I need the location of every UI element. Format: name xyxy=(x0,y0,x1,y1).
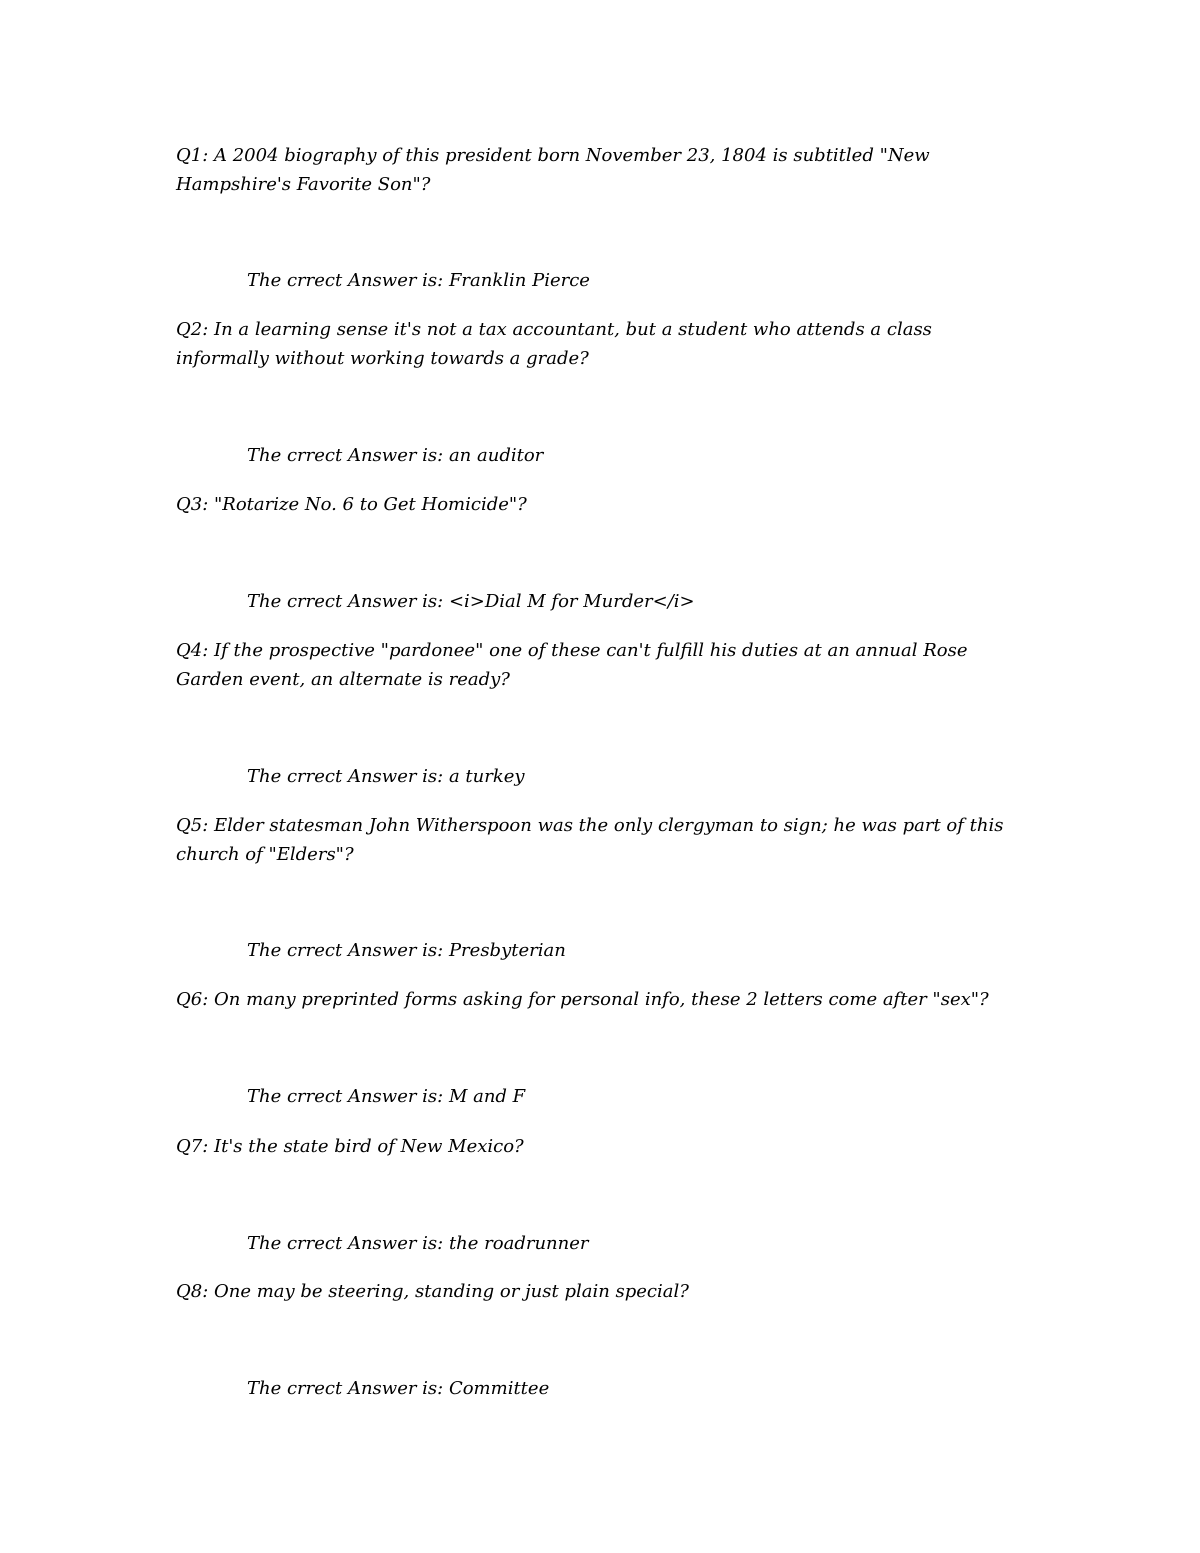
question-3: Q3: "Rotarize No. 6 to Get Homicide"? xyxy=(176,494,527,515)
answer-8: The crrect Answer is: Committee xyxy=(247,1378,550,1399)
question-4: Q4: If the prospective "pardonee" one of these can't fulfill his duties at an annual Rose Garden event, an alternate is ready? xyxy=(176,640,968,690)
question-2: Q2: In a learning sense it's not a tax accountant, but a student who attends a class informally without working towards a grade? xyxy=(176,319,932,369)
answer-7: The crrect Answer is: the roadrunner xyxy=(247,1233,589,1254)
question-7: Q7: It's the state bird of New Mexico? xyxy=(176,1136,524,1157)
question-8: Q8: One may be steering, standing or just plain special? xyxy=(176,1281,689,1302)
answer-6: The crrect Answer is: M and F xyxy=(247,1086,526,1107)
question-1: Q1: A 2004 biography of this president born November 23, 1804 is subtitled "New Hampshire's Favorite Son"? xyxy=(176,145,930,195)
question-6: Q6: On many preprinted forms asking for personal info, these 2 letters come after "sex"? xyxy=(176,989,989,1010)
question-5: Q5: Elder statesman John Witherspoon was the only clergyman to sign; he was part of this church of "Elders"? xyxy=(176,815,1004,865)
answer-1: The crrect Answer is: Franklin Pierce xyxy=(247,270,590,291)
answer-5: The crrect Answer is: Presbyterian xyxy=(247,940,566,961)
answer-2: The crrect Answer is: an auditor xyxy=(247,445,544,466)
answer-3: The crrect Answer is: <i>Dial M for Murder</i> xyxy=(247,591,695,612)
answer-4: The crrect Answer is: a turkey xyxy=(247,766,525,787)
